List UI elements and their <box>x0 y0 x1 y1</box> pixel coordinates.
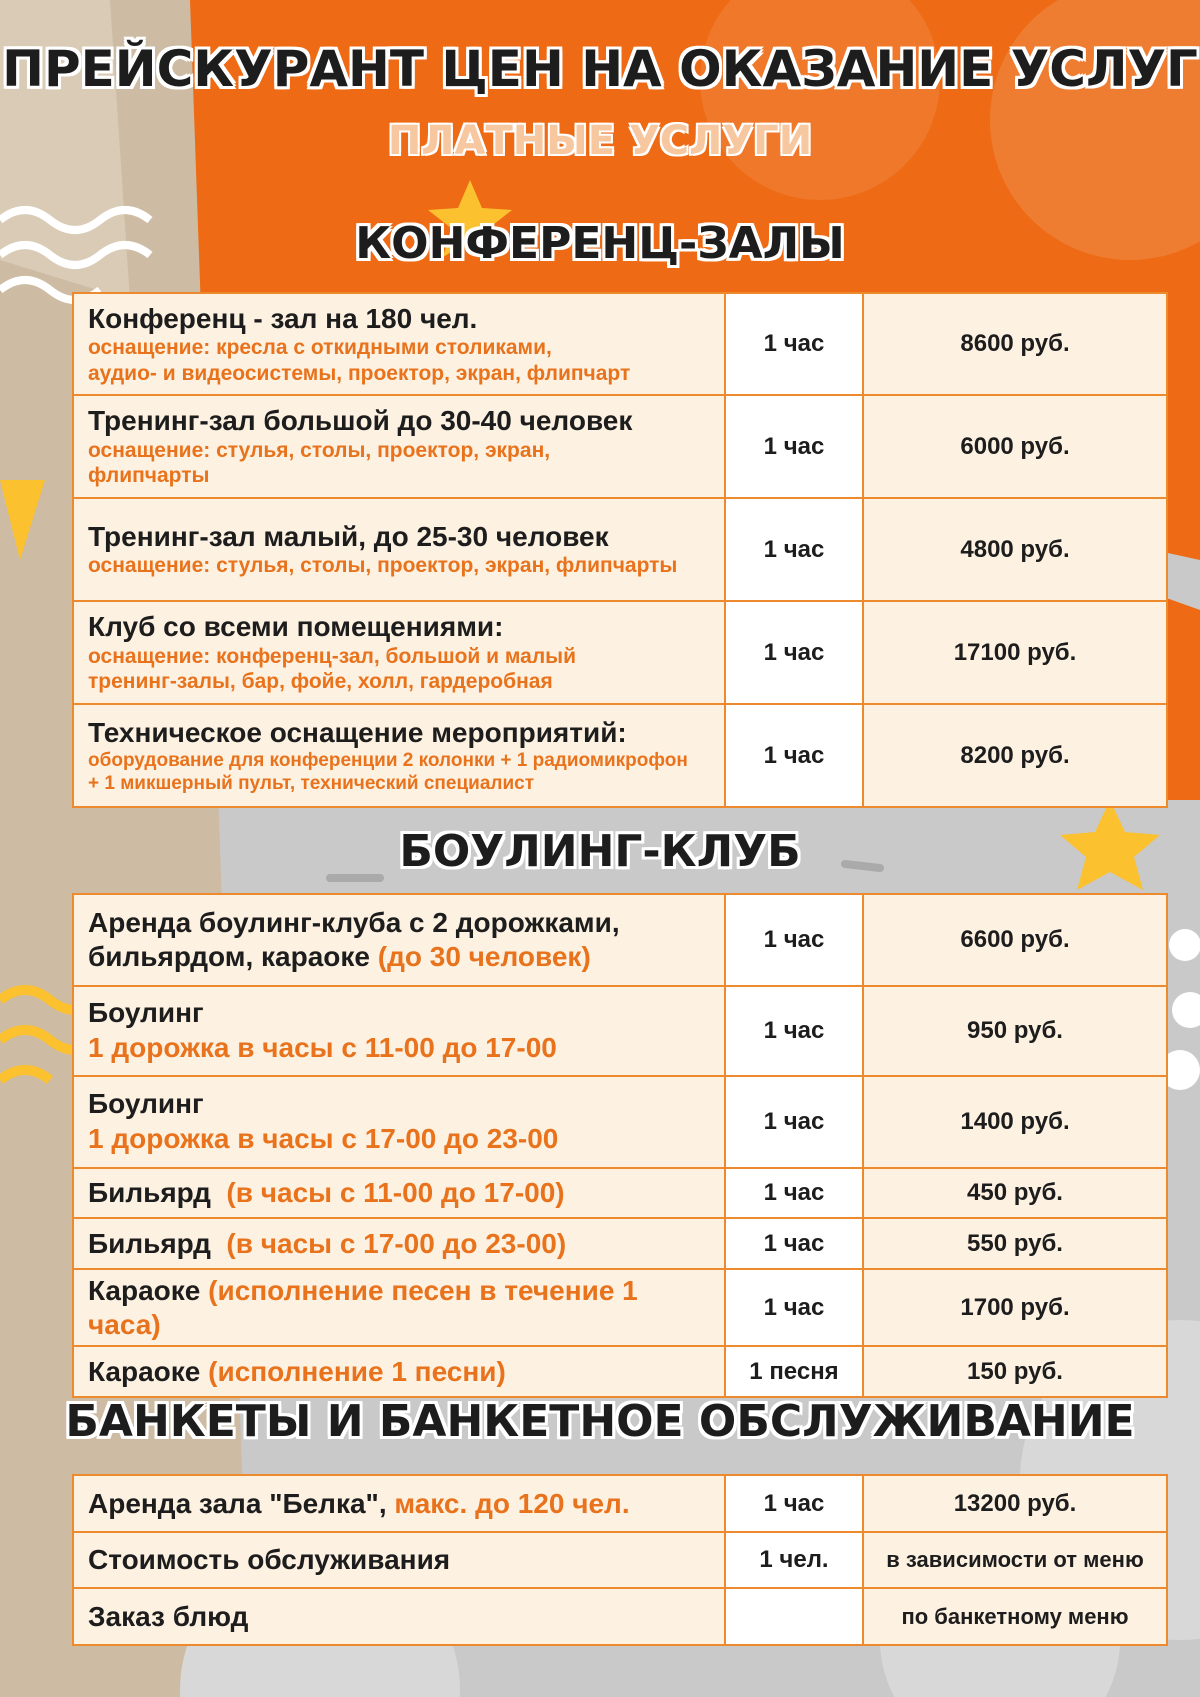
table-row <box>73 1475 1167 1532</box>
table-row <box>73 293 1167 395</box>
bowling-price-table <box>72 893 1168 1398</box>
table-row <box>73 395 1167 498</box>
service-name: Караоке <box>88 1355 201 1387</box>
unit-cell: 1 час <box>725 293 863 395</box>
table-row <box>73 1218 1167 1269</box>
section-title-bowling: БОУЛИНГ-КЛУБ <box>399 826 801 877</box>
service-accent: (в часы с 11-00 до 17-00) <box>226 1177 565 1209</box>
price-cell: 950 руб. <box>863 986 1167 1076</box>
price-cell: 8600 руб. <box>863 293 1167 395</box>
service-name-cell <box>73 1346 725 1397</box>
service-name-cell <box>73 498 725 601</box>
service-accent: (исполнение 1 песни) <box>208 1355 506 1387</box>
service-note: оснащение: кресла с откидными столиками, <box>88 336 552 360</box>
service-name-cell <box>73 704 725 807</box>
unit-cell: 1 час <box>725 395 863 498</box>
price-cell: 150 руб. <box>863 1346 1167 1397</box>
service-name: Бильярд <box>88 1177 211 1209</box>
service-name: Тренинг-зал большой до 30-40 человек <box>88 405 633 437</box>
service-name-line <box>88 1355 710 1389</box>
service-name-cell <box>73 1218 725 1269</box>
page-subtitle: ПЛАТНЫЕ УСЛУГИ <box>387 118 813 164</box>
service-name: Боулинг <box>88 1088 204 1119</box>
unit-cell: 1 час <box>725 704 863 807</box>
unit-cell: 1 час <box>725 601 863 704</box>
service-name-part: бильярдом, караоке <box>88 941 370 972</box>
table-row <box>73 894 1167 986</box>
price-cell: в зависимости от меню <box>863 1532 1167 1588</box>
unit-cell: 1 час <box>725 1218 863 1269</box>
unit-cell <box>725 1588 863 1645</box>
section-title-banquets: БАНКЕТЫ И БАНКЕТНОЕ ОБСЛУЖИВАНИЕ <box>65 1396 1135 1447</box>
service-name: Техническое оснащение мероприятий: <box>88 716 627 748</box>
price-cell: 550 руб. <box>863 1218 1167 1269</box>
service-name-cell <box>73 1168 725 1218</box>
service-name: Бильярд <box>88 1227 211 1259</box>
service-accent: макс. до 120 чел. <box>394 1487 630 1519</box>
service-note: оснащение: стулья, столы, проектор, экран, <box>88 438 551 462</box>
service-name-cell <box>73 986 725 1076</box>
table-row <box>73 1076 1167 1168</box>
table-row <box>73 1532 1167 1588</box>
service-name-cell <box>73 395 725 498</box>
service-note: оснащение: стулья, столы, проектор, экран, флипчарты <box>88 554 678 578</box>
unit-cell: 1 песня <box>725 1346 863 1397</box>
table-row <box>73 1168 1167 1218</box>
price-cell: 6600 руб. <box>863 894 1167 986</box>
table-row <box>73 1588 1167 1645</box>
conference-price-table <box>72 292 1168 808</box>
unit-cell: 1 час <box>725 498 863 601</box>
unit-cell: 1 час <box>725 1168 863 1218</box>
service-name: Караоке <box>88 1275 201 1306</box>
service-name-line <box>88 1487 710 1521</box>
service-name: Заказ блюд <box>88 1600 249 1632</box>
service-note: 1 дорожка в часы с 11-00 до 17-00 <box>88 1031 557 1063</box>
service-accent: (в часы с 17-00 до 23-00) <box>226 1227 567 1259</box>
table-row <box>73 986 1167 1076</box>
service-note: оборудование для конференции 2 колонки + 1 радиомикрофон <box>88 750 688 772</box>
service-accent: (до 30 человек) <box>377 941 591 972</box>
service-name-line2 <box>88 940 710 974</box>
service-name-cell <box>73 601 725 704</box>
table-row <box>73 498 1167 601</box>
price-cell: 1400 руб. <box>863 1076 1167 1168</box>
service-name-cell <box>73 1269 725 1346</box>
service-name: Стоимость обслуживания <box>88 1544 451 1576</box>
service-name-cell <box>73 1588 725 1645</box>
unit-cell: 1 чел. <box>725 1532 863 1588</box>
unit-cell: 1 час <box>725 894 863 986</box>
price-cell: 17100 руб. <box>863 601 1167 704</box>
service-name-cell <box>73 1532 725 1588</box>
table-row <box>73 1269 1167 1346</box>
service-accent: (исполнение песен в течение 1 часа) <box>88 1275 638 1340</box>
service-note: + 1 микшерный пульт, технический специалист <box>88 773 535 795</box>
service-name-line <box>88 1227 710 1261</box>
service-name-cell <box>73 894 725 986</box>
service-note: 1 дорожка в часы с 17-00 до 23-00 <box>88 1122 559 1154</box>
service-note: аудио- и видеосистемы, проектор, экран, флипчарт <box>88 361 631 385</box>
table-row <box>73 704 1167 807</box>
price-cell: 450 руб. <box>863 1168 1167 1218</box>
service-note: тренинг-залы, бар, фойе, холл, гардеробная <box>88 670 553 694</box>
service-name-line <box>88 1274 710 1341</box>
banquet-price-table <box>72 1474 1168 1646</box>
price-cell: 1700 руб. <box>863 1269 1167 1346</box>
table-row <box>73 1346 1167 1397</box>
price-cell: по банкетному меню <box>863 1588 1167 1645</box>
service-name-cell <box>73 1475 725 1532</box>
table-row <box>73 601 1167 704</box>
unit-cell: 1 час <box>725 986 863 1076</box>
service-name-cell <box>73 293 725 395</box>
page-title: ПРЕЙСКУРАНТ ЦЕН НА ОКАЗАНИЕ УСЛУГ <box>2 40 1198 98</box>
service-name-line <box>88 1176 710 1210</box>
service-note: флипчарты <box>88 464 210 488</box>
unit-cell: 1 час <box>725 1269 863 1346</box>
section-title-conference: КОНФЕРЕНЦ-ЗАЛЫ <box>355 218 845 269</box>
service-note: оснащение: конференц-зал, большой и малый <box>88 644 577 668</box>
service-name: Боулинг <box>88 997 204 1028</box>
service-name: Тренинг-зал малый, до 25-30 человек <box>88 520 609 552</box>
price-cell: 13200 руб. <box>863 1475 1167 1532</box>
service-name: Клуб со всеми помещениями: <box>88 611 504 643</box>
service-name: Конференц - зал на 180 чел. <box>88 302 478 334</box>
unit-cell: 1 час <box>725 1475 863 1532</box>
service-name: Аренда боулинг-клуба с 2 дорожками, <box>88 907 620 939</box>
unit-cell: 1 час <box>725 1076 863 1168</box>
price-cell: 6000 руб. <box>863 395 1167 498</box>
price-cell: 4800 руб. <box>863 498 1167 601</box>
price-cell: 8200 руб. <box>863 704 1167 807</box>
service-name-cell <box>73 1076 725 1168</box>
service-name: Аренда зала "Белка", <box>88 1487 387 1519</box>
